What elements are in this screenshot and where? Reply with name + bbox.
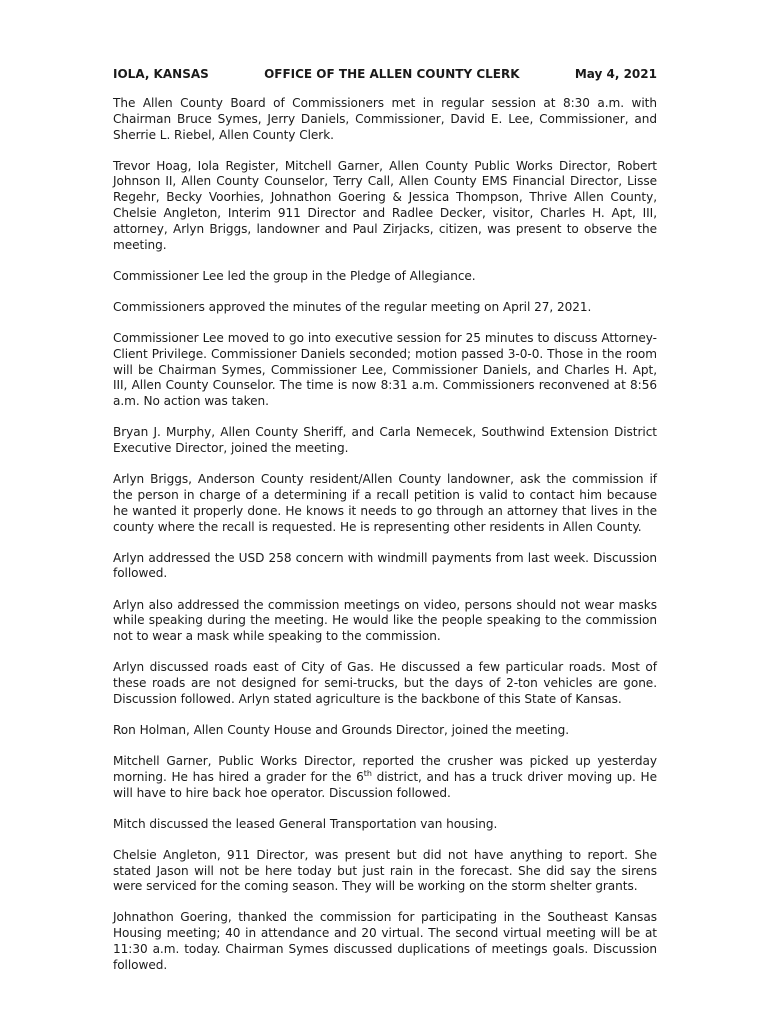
paragraph-sheriff-joined: Bryan J. Murphy, Allen County Sheriff, and Carla Nemecek, Southwind Extension District Executive Director, joined the meeting. [113,425,657,456]
paragraph-public-works-report [113,754,657,801]
paragraph-masks-on-video: Arlyn also addressed the commission meetings on video, persons should not wear masks while speaking during the meeting. He would like the people speaking to the commission not to wear a mask while speaking to the commission. [113,597,657,644]
paragraph-attendance-board: The Allen County Board of Commissioners met in regular session at 8:30 a.m. with Chairman Bruce Symes, Jerry Daniels, Commissioner, David E. Lee, Commissioner, and Sherrie L. Riebel, Allen County Clerk. [113,96,657,142]
paragraph-roads-east: Arlyn discussed roads east of City of Gas. He discussed a few particular roads. Most of these roads are not designed for semi-trucks, but the days of 2-ton vehicles are gone. Discussion followed. Arlyn stated agriculture is the backbone of this State of Kansas. [113,660,657,706]
paragraph-attendance-observers: Trevor Hoag, Iola Register, Mitchell Garner, Allen County Public Works Director, Robert Johnson II, Allen County Counselor, Terry Call, Allen County EMS Financial Director, Lisse Regehr, Becky Voorhies, Johnathon Goering & Jessica Thompson, Thrive Allen County, Chelsie Angleton, Interim 911 Director and Radlee Decker, visitor, Charles H. Apt, III, attorney, Arlyn Briggs, landowner and Paul Zirjacks, citizen, was present to observe the meeting. [113,158,657,252]
paragraph-holman-joined: Ron Holman, Allen County House and Grounds Director, joined the meeting. [113,722,570,737]
paragraph-recall-petition: Arlyn Briggs, Anderson County resident/Allen County landowner, ask the commission if the person in charge of a determining if a recall petition is valid to contact him because he wanted it properly done. He knows it needs to go through an attorney that lives in the county where the recall is requested. He is representing other residents in Allen County. [113,472,657,534]
public-works-text-end: district, and has a truck driver moving up. He will have to hire back hoe operator. Discussion followed. [113,769,657,800]
public-works-text-start: Mitchell Garner, Public Works Director, reported the crusher was picked up yesterday morning. He has hired a grader for the 6 [113,753,657,784]
header-date: May 4, 2021 [574,67,657,81]
paragraph-minutes-approval: Commissioners approved the minutes of the regular meeting on April 27, 2021. [113,299,592,314]
document-page [113,66,657,989]
paragraph-911-report: Chelsie Angleton, 911 Director, was present but did not have anything to report. She stated Jason will not be here today but just rain in the forecast. She did say the sirens were serviced for the coming season. They will be working on the storm shelter grants. [113,847,657,894]
paragraph-pledge: Commissioner Lee led the group in the Pledge of Allegiance. [113,268,476,283]
header-office: OFFICE OF THE ALLEN COUNTY CLERK [264,67,520,81]
ordinal-suffix: th [363,768,372,778]
header-location: IOLA, KANSAS [113,67,209,81]
paragraph-windmill-payments: Arlyn addressed the USD 258 concern with windmill payments from last week. Discussion followed. [113,550,657,581]
paragraph-executive-session: Commissioner Lee moved to go into executive session for 25 minutes to discuss Attorney-Client Privilege. Commissioner Daniels seconded; motion passed 3-0-0. Those in the room will be Chairman Symes, Commissioner Lee, Commissioner Daniels, and Charles H. Apt, III, Allen County Counselor. The time is now 8:31 a.m. Commissioners reconvened at 8:56 a.m. No action was taken. [113,330,657,409]
document-header [113,66,657,82]
paragraph-housing-meeting: Johnathon Goering, thanked the commission for participating in the Southeast Kansas Housing meeting; 40 in attendance and 20 virtual. The second virtual meeting will be at 11:30 a.m. today. Chairman Symes discussed duplications of meetings goals. Discussion followed. [113,910,657,972]
paragraph-van-housing: Mitch discussed the leased General Transportation van housing. [113,816,498,831]
